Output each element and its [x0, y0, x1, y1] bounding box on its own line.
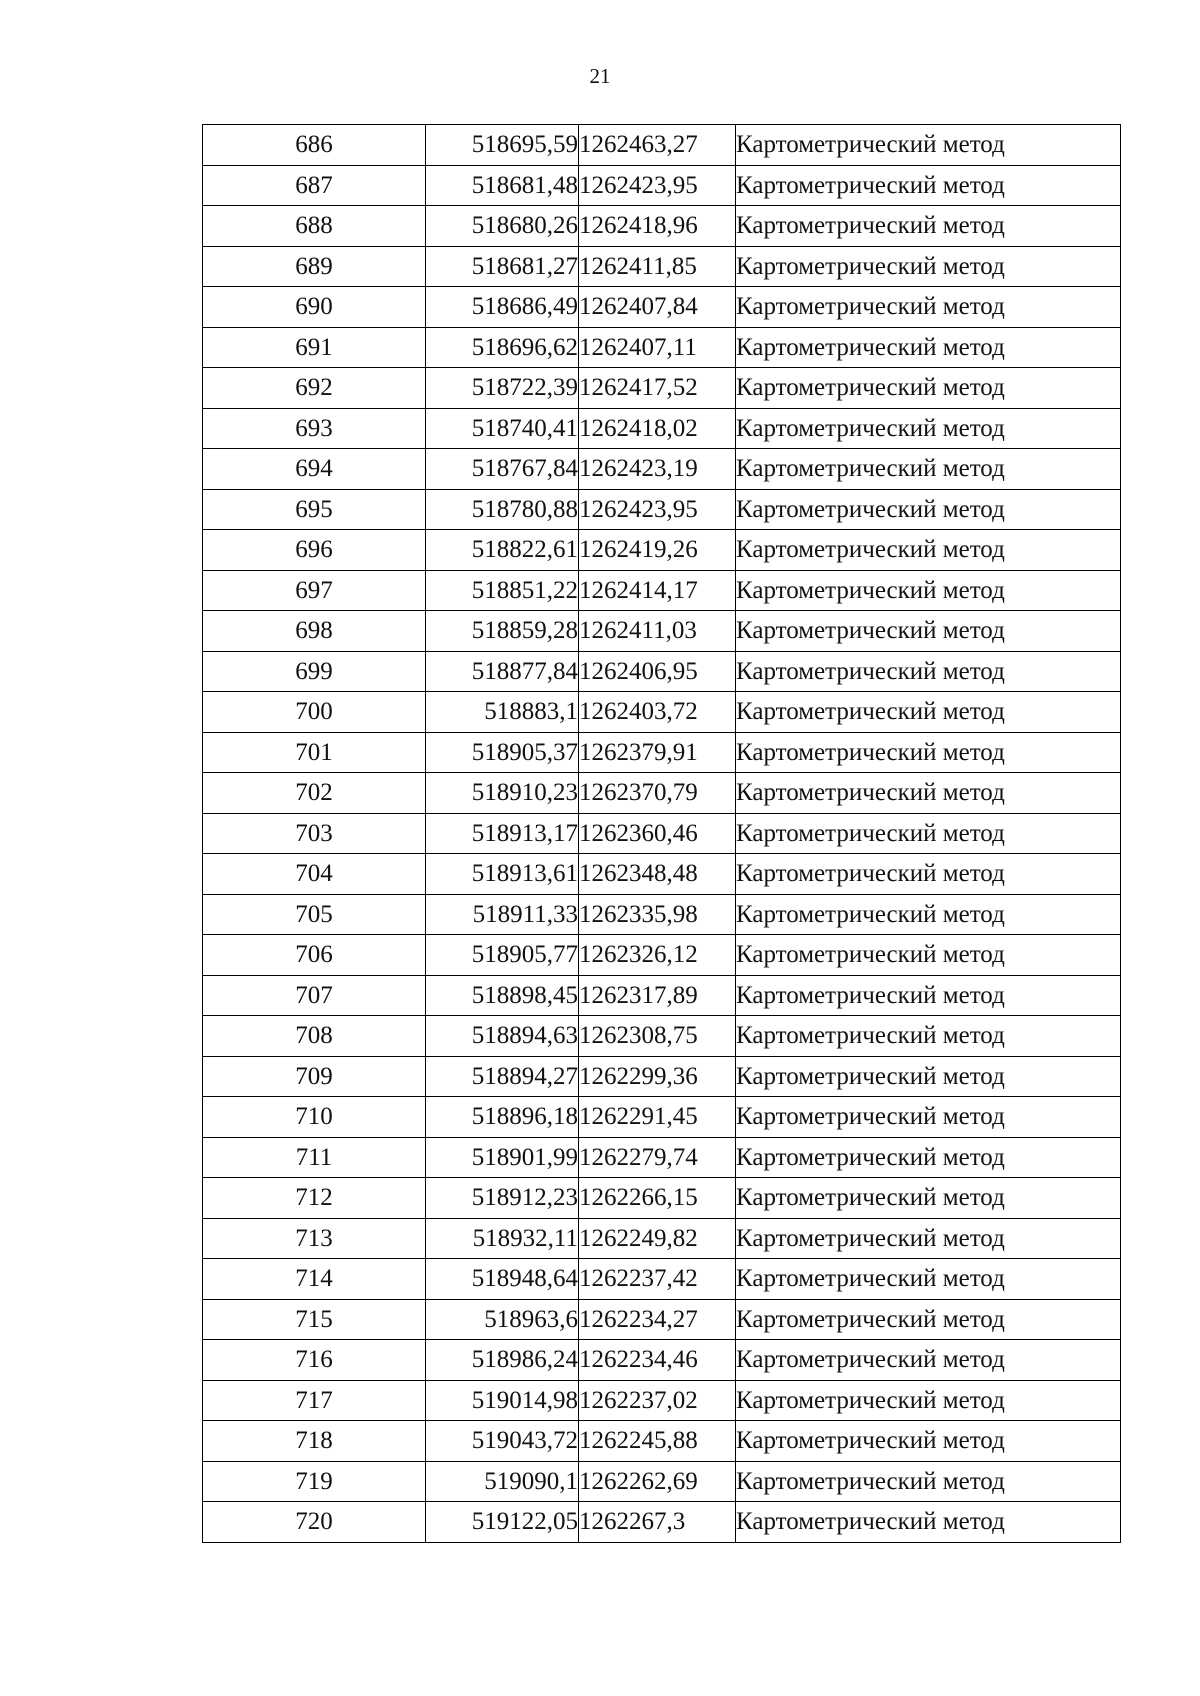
table-row	[203, 1502, 1121, 1543]
point-number-cell: 701	[203, 732, 426, 773]
method-cell: Картометрический метод	[736, 732, 1121, 773]
coordinate-x-cell: 518912,23	[426, 1178, 579, 1219]
point-number-cell: 686	[203, 125, 426, 166]
method-cell: Картометрический метод	[736, 327, 1121, 368]
coordinate-x-cell: 518894,27	[426, 1056, 579, 1097]
coordinate-y-cell: 1262418,96	[579, 206, 736, 247]
coordinate-x-cell: 518740,41	[426, 408, 579, 449]
coordinate-x-cell: 518780,88	[426, 489, 579, 530]
method-cell: Картометрический метод	[736, 975, 1121, 1016]
coordinate-x-cell: 518913,17	[426, 813, 579, 854]
table-row	[203, 975, 1121, 1016]
coordinate-x-cell: 518896,18	[426, 1097, 579, 1138]
method-cell: Картометрический метод	[736, 206, 1121, 247]
point-number-cell: 710	[203, 1097, 426, 1138]
table-row	[203, 935, 1121, 976]
coordinate-x-cell: 518898,45	[426, 975, 579, 1016]
coordinate-x-cell: 518680,26	[426, 206, 579, 247]
method-cell: Картометрический метод	[736, 165, 1121, 206]
coordinate-y-cell: 1262326,12	[579, 935, 736, 976]
method-cell: Картометрический метод	[736, 1016, 1121, 1057]
coordinate-x-cell: 518911,33	[426, 894, 579, 935]
coordinate-x-cell: 519014,98	[426, 1380, 579, 1421]
point-number-cell: 700	[203, 692, 426, 733]
coordinate-y-cell: 1262234,46	[579, 1340, 736, 1381]
method-cell: Картометрический метод	[736, 813, 1121, 854]
method-cell: Картометрический метод	[736, 246, 1121, 287]
coordinate-x-cell: 518681,48	[426, 165, 579, 206]
point-number-cell: 694	[203, 449, 426, 490]
point-number-cell: 703	[203, 813, 426, 854]
method-cell: Картометрический метод	[736, 1299, 1121, 1340]
point-number-cell: 706	[203, 935, 426, 976]
table-row	[203, 773, 1121, 814]
coordinate-y-cell: 1262249,82	[579, 1218, 736, 1259]
coordinate-x-cell: 518722,39	[426, 368, 579, 409]
method-cell: Картометрический метод	[736, 449, 1121, 490]
point-number-cell: 714	[203, 1259, 426, 1300]
table-row	[203, 1380, 1121, 1421]
point-number-cell: 691	[203, 327, 426, 368]
point-number-cell: 702	[203, 773, 426, 814]
table-row	[203, 206, 1121, 247]
coordinate-x-cell: 519043,72	[426, 1421, 579, 1462]
point-number-cell: 716	[203, 1340, 426, 1381]
table-row	[203, 449, 1121, 490]
coordinate-y-cell: 1262403,72	[579, 692, 736, 733]
point-number-cell: 688	[203, 206, 426, 247]
point-number-cell: 698	[203, 611, 426, 652]
coordinate-x-cell: 518932,11	[426, 1218, 579, 1259]
coordinate-y-cell: 1262237,02	[579, 1380, 736, 1421]
method-cell: Картометрический метод	[736, 1056, 1121, 1097]
table-row	[203, 327, 1121, 368]
point-number-cell: 711	[203, 1137, 426, 1178]
table-row	[203, 570, 1121, 611]
coordinate-y-cell: 1262370,79	[579, 773, 736, 814]
point-number-cell: 712	[203, 1178, 426, 1219]
method-cell: Картометрический метод	[736, 1218, 1121, 1259]
method-cell: Картометрический метод	[736, 854, 1121, 895]
table-row	[203, 1137, 1121, 1178]
coordinate-x-cell: 518859,28	[426, 611, 579, 652]
table-row	[203, 1178, 1121, 1219]
point-number-cell: 719	[203, 1461, 426, 1502]
point-number-cell: 692	[203, 368, 426, 409]
method-cell: Картометрический метод	[736, 287, 1121, 328]
table-row	[203, 813, 1121, 854]
table-row	[203, 165, 1121, 206]
coordinate-y-cell: 1262234,27	[579, 1299, 736, 1340]
method-cell: Картометрический метод	[736, 1461, 1121, 1502]
coordinate-y-cell: 1262379,91	[579, 732, 736, 773]
table-row	[203, 1259, 1121, 1300]
page-number: 21	[589, 64, 611, 88]
coordinate-x-cell: 518948,64	[426, 1259, 579, 1300]
method-cell: Картометрический метод	[736, 611, 1121, 652]
coordinate-x-cell: 518767,84	[426, 449, 579, 490]
coordinate-y-cell: 1262335,98	[579, 894, 736, 935]
table-row	[203, 692, 1121, 733]
point-number-cell: 715	[203, 1299, 426, 1340]
point-number-cell: 693	[203, 408, 426, 449]
table-row	[203, 125, 1121, 166]
method-cell: Картометрический метод	[736, 489, 1121, 530]
coordinate-y-cell: 1262407,11	[579, 327, 736, 368]
coordinates-table	[202, 124, 1121, 1543]
coordinate-x-cell: 518913,61	[426, 854, 579, 895]
coordinate-y-cell: 1262266,15	[579, 1178, 736, 1219]
coordinate-y-cell: 1262360,46	[579, 813, 736, 854]
coordinate-y-cell: 1262348,48	[579, 854, 736, 895]
table-row	[203, 611, 1121, 652]
coordinate-x-cell: 518905,37	[426, 732, 579, 773]
point-number-cell: 704	[203, 854, 426, 895]
method-cell: Картометрический метод	[736, 651, 1121, 692]
coordinate-x-cell: 518681,27	[426, 246, 579, 287]
coordinate-y-cell: 1262423,19	[579, 449, 736, 490]
method-cell: Картометрический метод	[736, 1259, 1121, 1300]
method-cell: Картометрический метод	[736, 773, 1121, 814]
coordinate-x-cell: 518910,23	[426, 773, 579, 814]
table-row	[203, 1461, 1121, 1502]
point-number-cell: 689	[203, 246, 426, 287]
table-row	[203, 854, 1121, 895]
point-number-cell: 708	[203, 1016, 426, 1057]
table-row	[203, 246, 1121, 287]
method-cell: Картометрический метод	[736, 1097, 1121, 1138]
coordinate-y-cell: 1262406,95	[579, 651, 736, 692]
point-number-cell: 687	[203, 165, 426, 206]
coordinate-y-cell: 1262262,69	[579, 1461, 736, 1502]
method-cell: Картометрический метод	[736, 530, 1121, 571]
coordinate-y-cell: 1262418,02	[579, 408, 736, 449]
table-row	[203, 1016, 1121, 1057]
coordinate-x-cell: 518986,24	[426, 1340, 579, 1381]
method-cell: Картометрический метод	[736, 1421, 1121, 1462]
method-cell: Картометрический метод	[736, 570, 1121, 611]
coordinate-x-cell: 518905,77	[426, 935, 579, 976]
coordinate-y-cell: 1262279,74	[579, 1137, 736, 1178]
coordinate-y-cell: 1262317,89	[579, 975, 736, 1016]
method-cell: Картометрический метод	[736, 935, 1121, 976]
table-row	[203, 1340, 1121, 1381]
table-row	[203, 732, 1121, 773]
coordinate-y-cell: 1262291,45	[579, 1097, 736, 1138]
table-row	[203, 1421, 1121, 1462]
coordinate-y-cell: 1262299,36	[579, 1056, 736, 1097]
coordinate-x-cell: 518686,49	[426, 287, 579, 328]
coordinate-x-cell: 519122,05	[426, 1502, 579, 1543]
point-number-cell: 690	[203, 287, 426, 328]
table-row	[203, 1299, 1121, 1340]
table-row	[203, 287, 1121, 328]
table-row	[203, 1218, 1121, 1259]
coordinate-y-cell: 1262414,17	[579, 570, 736, 611]
coordinate-x-cell: 518883,1	[426, 692, 579, 733]
point-number-cell: 695	[203, 489, 426, 530]
coordinate-y-cell: 1262423,95	[579, 489, 736, 530]
table-row	[203, 1097, 1121, 1138]
method-cell: Картометрический метод	[736, 368, 1121, 409]
point-number-cell: 705	[203, 894, 426, 935]
point-number-cell: 720	[203, 1502, 426, 1543]
table-row	[203, 368, 1121, 409]
coordinate-y-cell: 1262237,42	[579, 1259, 736, 1300]
method-cell: Картометрический метод	[736, 408, 1121, 449]
method-cell: Картометрический метод	[736, 1178, 1121, 1219]
method-cell: Картометрический метод	[736, 894, 1121, 935]
coordinate-x-cell: 518963,6	[426, 1299, 579, 1340]
coordinate-x-cell: 518877,84	[426, 651, 579, 692]
coordinate-x-cell: 518901,99	[426, 1137, 579, 1178]
table-row	[203, 1056, 1121, 1097]
point-number-cell: 713	[203, 1218, 426, 1259]
coordinate-y-cell: 1262411,03	[579, 611, 736, 652]
point-number-cell: 718	[203, 1421, 426, 1462]
coordinate-y-cell: 1262463,27	[579, 125, 736, 166]
coordinate-y-cell: 1262423,95	[579, 165, 736, 206]
table-row	[203, 894, 1121, 935]
point-number-cell: 696	[203, 530, 426, 571]
coordinate-x-cell: 518822,61	[426, 530, 579, 571]
coordinate-x-cell: 518851,22	[426, 570, 579, 611]
point-number-cell: 709	[203, 1056, 426, 1097]
coordinates-table-body	[203, 125, 1121, 1543]
method-cell: Картометрический метод	[736, 692, 1121, 733]
table-row	[203, 651, 1121, 692]
table-row	[203, 530, 1121, 571]
point-number-cell: 697	[203, 570, 426, 611]
point-number-cell: 707	[203, 975, 426, 1016]
coordinate-y-cell: 1262308,75	[579, 1016, 736, 1057]
method-cell: Картометрический метод	[736, 1137, 1121, 1178]
coordinate-y-cell: 1262407,84	[579, 287, 736, 328]
coordinate-x-cell: 519090,1	[426, 1461, 579, 1502]
coordinate-y-cell: 1262419,26	[579, 530, 736, 571]
coordinate-y-cell: 1262417,52	[579, 368, 736, 409]
coordinate-x-cell: 518894,63	[426, 1016, 579, 1057]
coordinate-y-cell: 1262267,3	[579, 1502, 736, 1543]
coordinate-x-cell: 518695,59	[426, 125, 579, 166]
point-number-cell: 699	[203, 651, 426, 692]
table-row	[203, 489, 1121, 530]
method-cell: Картометрический метод	[736, 1340, 1121, 1381]
coordinate-y-cell: 1262245,88	[579, 1421, 736, 1462]
method-cell: Картометрический метод	[736, 125, 1121, 166]
method-cell: Картометрический метод	[736, 1502, 1121, 1543]
point-number-cell: 717	[203, 1380, 426, 1421]
coordinate-y-cell: 1262411,85	[579, 246, 736, 287]
method-cell: Картометрический метод	[736, 1380, 1121, 1421]
coordinate-x-cell: 518696,62	[426, 327, 579, 368]
table-row	[203, 408, 1121, 449]
